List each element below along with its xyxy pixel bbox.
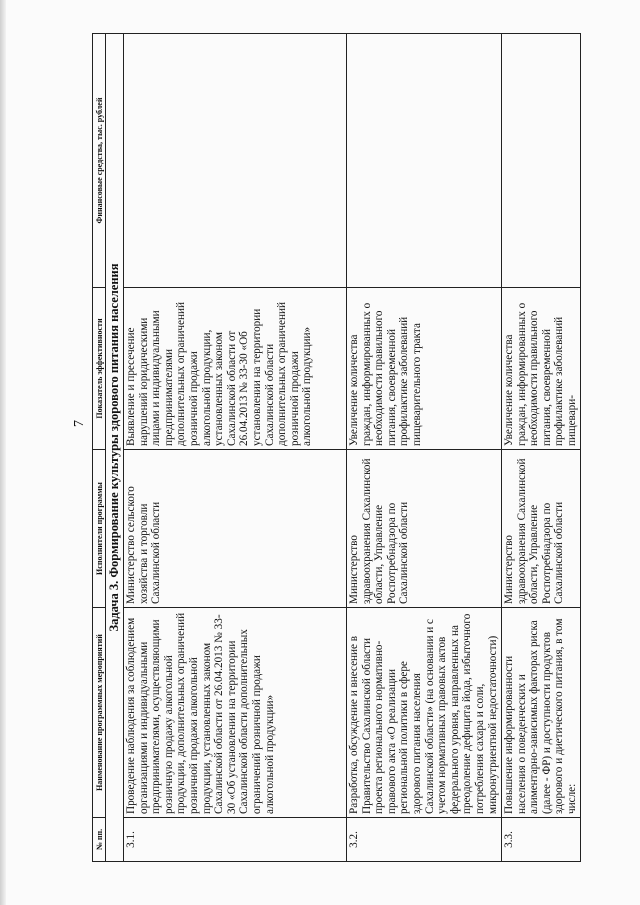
measure-cell — [347, 608, 502, 818]
header-funds: Финансовые средства, тыс. рублей — [93, 34, 106, 288]
indicator-text: Увеличение количества граждан, информированных о необходимости правильного питания, своевременной профилактике заболеваний пищеварительного тракта — [348, 302, 423, 446]
table-row — [347, 34, 502, 862]
executors-text: Министерство сельского хозяйства и торговли Сахалинской области — [125, 486, 163, 604]
executors-cell — [347, 450, 502, 608]
task-row — [106, 34, 124, 862]
scan-edge-shadow — [0, 0, 6, 905]
header-measure: Наименование программных мероприятий — [93, 608, 106, 818]
header-num: № пп. — [93, 818, 106, 862]
funds-cell — [502, 34, 581, 288]
header-executors: Исполнители программы — [93, 450, 106, 608]
indicator-cell — [124, 288, 347, 450]
header-row — [93, 34, 106, 862]
measure-text: Проведение наблюдения за соблюдением организациями и индивидуальными предпринимателями, осуществляющими розничную продажу алкогольной продукции, дополнительных ограничений розничной продажи алкогольной продукции, установленных законом Сахалинской области от 26.04.2013 № 33-30 «Об установлении на территории Сахалинской области дополнительных ограничений розничной продажи алкогольной продукции» — [125, 612, 276, 814]
executors-text: Министерство здравоохранения Сахалинской области, Управление Роспотребнадзора по Сахалинской области — [503, 458, 566, 604]
program-table-rotated — [92, 34, 578, 862]
funds-cell — [124, 34, 347, 288]
indicator-text: Выявление и пресечение нарушений юридическими лицами и индивидуальными предпринимателями дополнительных ограничений розничной продажи алкогольной продукции, установленных законом Сахалинской области от 26.04.2013 № 33-30 «Об установлении на территории Сахалинской области дополнительных ограничений розничной продажи алкогольной продукции» — [125, 302, 314, 446]
row-number: 3.2. — [347, 818, 502, 862]
indicator-cell — [502, 288, 581, 450]
table-row — [502, 34, 581, 862]
funds-cell — [347, 34, 502, 288]
task-title: Задача 3. Формирование культуры здорового питания населения — [106, 34, 124, 862]
measure-text: Разработка, обсуждение и внесение в Правительство Сахалинской области проекта регионального нормативно-правового акта «О реализации региональной политики в сфере здорового питания населения Сахалинской области» (на основании и с учетом нормативных правовых актов федерального уровня, направленных на преодоление дефицита йода, избыточного потребления сахара и соли, микронутриентной недостаточности) — [348, 613, 499, 814]
measure-cell — [502, 608, 581, 818]
row-number: 3.3. — [502, 818, 581, 862]
program-table — [92, 33, 581, 862]
indicator-cell — [347, 288, 502, 450]
measure-cell — [124, 608, 347, 818]
row-number: 3.1. — [124, 818, 347, 862]
executors-cell — [502, 450, 581, 608]
page-number: 7 — [72, 420, 87, 427]
executors-cell — [124, 450, 347, 608]
table-row — [124, 34, 347, 862]
indicator-text: Увеличение количества граждан, информированных о необходимости правильного питания, своевременной профилактике заболеваний пищевари- — [503, 302, 578, 446]
measure-text: Повышение информированности населения о поведенческих и алиментарно-зависимых факторах риска (далее - ФР) и доступности продуктов здорового и диетического питания, в том числе: — [503, 618, 578, 814]
header-indicator: Показатель эффективности — [93, 288, 106, 450]
executors-text: Министерство здравоохранения Сахалинской области, Управление Роспотребнадзора по Сахалинской области — [348, 458, 411, 604]
